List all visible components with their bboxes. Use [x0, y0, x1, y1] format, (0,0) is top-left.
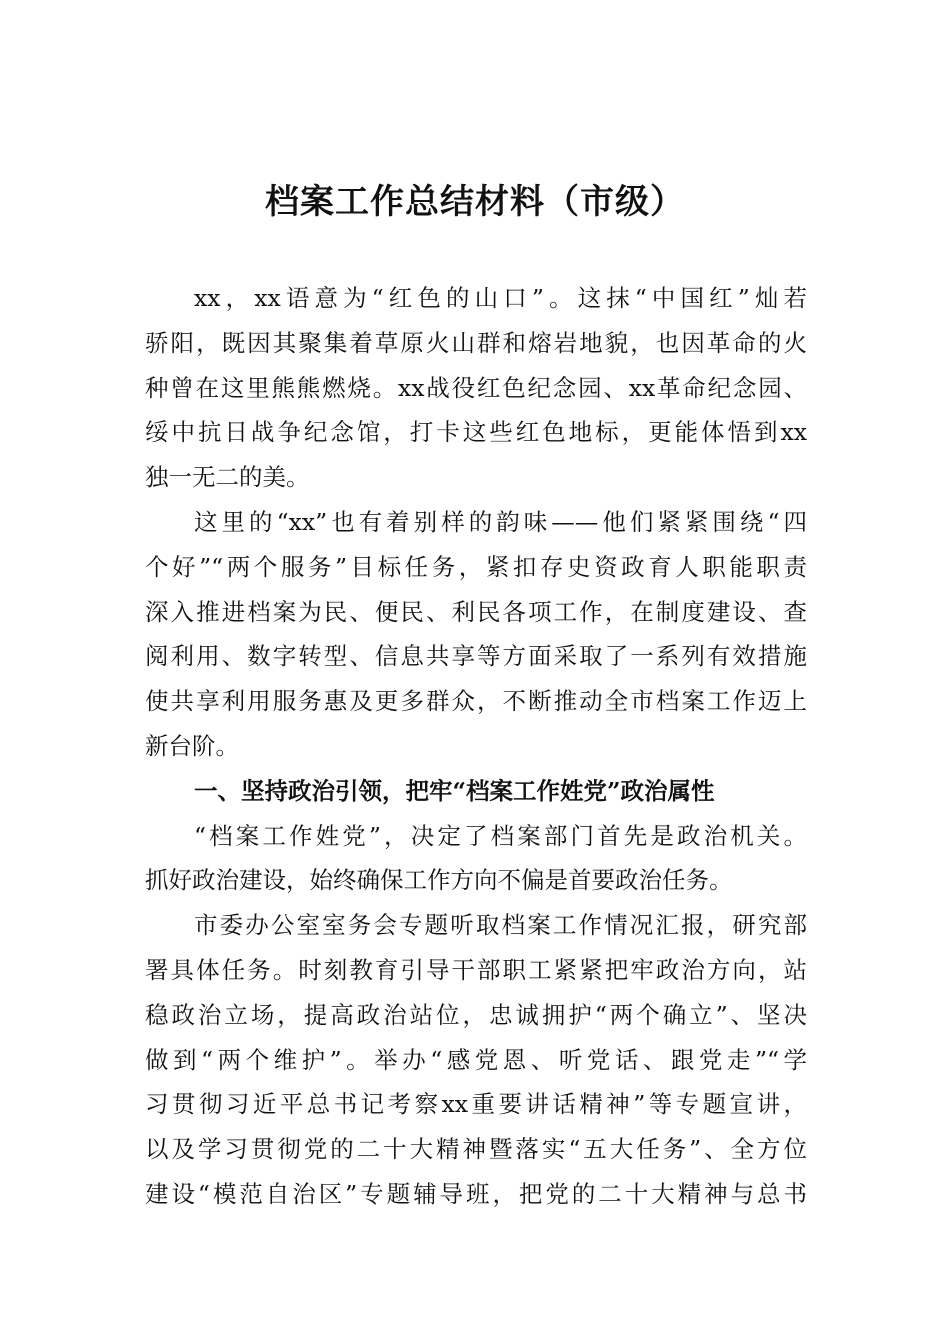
- section-heading: 一、坚持政治引领，把牢“档案工作姓党”政治属性: [194, 777, 715, 805]
- paragraph-line: 稳政治立场，提高政治站位，忠诚拥护“两个确立”、坚决: [145, 1001, 807, 1029]
- paragraph-line: 新台阶。: [145, 732, 239, 760]
- paragraph-line: 使共享利用服务惠及更多群众，不断推动全市档案工作迈上: [145, 687, 807, 715]
- paragraph-line: “档案工作姓党”，决定了档案部门首先是政治机关。: [194, 822, 807, 850]
- paragraph-line: 深入推进档案为民、便民、利民各项工作，在制度建设、查: [145, 598, 807, 626]
- document-title: 档案工作总结材料（市级）: [265, 182, 685, 222]
- paragraph-line: 习贯彻习近平总书记考察xx重要讲话精神”等专题宣讲，: [145, 1090, 807, 1118]
- paragraph-line: 署具体任务。时刻教育引导干部职工紧紧把牢政治方向，站: [145, 956, 807, 984]
- paragraph-line: 个好”“两个服务”目标任务，紧扣存史资政育人职能职责: [145, 553, 807, 581]
- paragraph-line: 以及学习贯彻党的二十大精神暨落实“五大任务”、全方位: [145, 1135, 807, 1163]
- paragraph-line: xx，xx语意为“红色的山口”。这抹“中国红”灿若: [194, 284, 807, 312]
- paragraph-line: 阅利用、数字转型、信息共享等方面采取了一系列有效措施: [145, 642, 807, 670]
- paragraph-line: 绥中抗日战争纪念馆，打卡这些红色地标，更能体悟到xx: [145, 418, 807, 446]
- paragraph-line: 这里的“xx”也有着别样的韵味——他们紧紧围绕“四: [194, 508, 807, 536]
- paragraph-line: 骄阳，既因其聚集着草原火山群和熔岩地貌，也因革命的火: [145, 329, 807, 357]
- paragraph-line: 市委办公室室务会专题听取档案工作情况汇报，研究部: [194, 911, 807, 939]
- paragraph-line: 独一无二的美。: [145, 463, 310, 491]
- paragraph-line: 种曾在这里熊熊燃烧。xx战役红色纪念园、xx革命纪念园、: [145, 374, 807, 402]
- paragraph-line: 抓好政治建设，始终确保工作方向不偏是首要政治任务。: [145, 866, 733, 894]
- paragraph-line: 建设“模范自治区”专题辅导班，把党的二十大精神与总书: [145, 1180, 807, 1208]
- paragraph-line: 做到“两个维护”。举办“感党恩、听党话、跟党走”“学: [145, 1046, 807, 1074]
